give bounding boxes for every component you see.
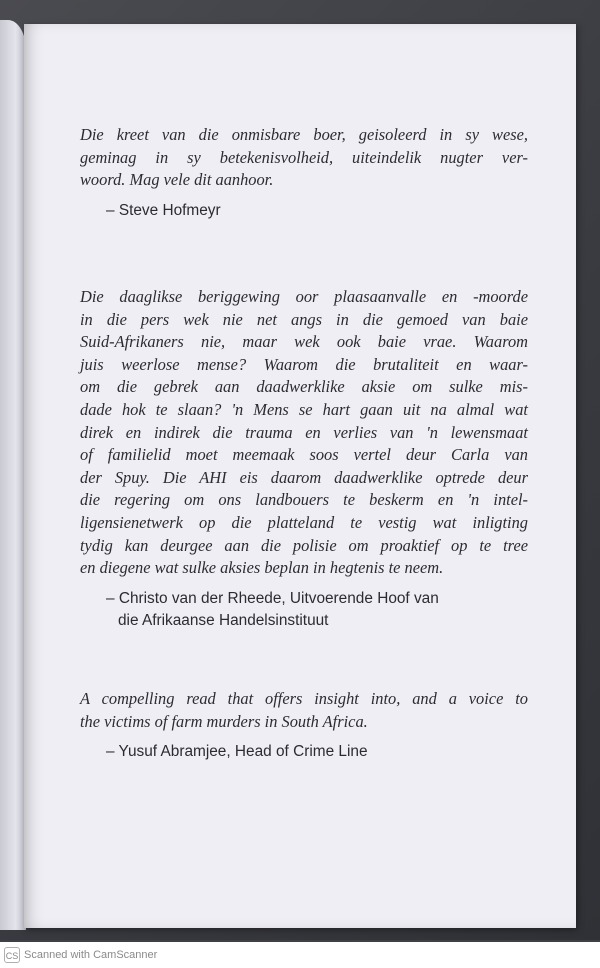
scanner-label: Scanned with CamScanner: [24, 949, 158, 961]
quote-text: [80, 286, 528, 580]
quote-line: A compelling read that offers insight into, and a voice to: [80, 689, 528, 708]
left-page-edge: [0, 20, 26, 930]
quote-line: om die gebrek aan daadwerklike aksie om sulke mis-: [80, 377, 528, 397]
attribution-line: – Steve Hofmeyr: [106, 201, 221, 219]
quote-attribution: [106, 588, 528, 632]
quote-line: direk en indirek die trauma en verlies van 'n lewensmaat: [80, 422, 528, 442]
quote-line: woord. Mag vele dit aanhoor.: [80, 170, 274, 190]
quote-text: [80, 688, 528, 733]
quote-line: der Spuy. Die AHI eis daarom daadwerklike optrede deur: [80, 467, 528, 487]
quote-line: geminag in sy betekenisvolheid, uiteindelik nugter ver-: [80, 147, 528, 167]
attribution-line: die Afrikaanse Handelsinstituut: [118, 611, 329, 629]
book-page: [24, 24, 576, 928]
quote-block-1: [80, 124, 528, 222]
quote-line: dade hok te slaan? 'n Mens se hart gaan uit na almal wat: [80, 399, 528, 419]
quote-line: tydig kan deurgee aan die polisie om proaktief op te tree: [80, 535, 528, 555]
quote-line: Die kreet van die onmisbare boer, geisoleerd in sy wese,: [80, 125, 528, 144]
quote-line: die regering om ons landbouers te beskerm en 'n intel-: [80, 490, 528, 510]
quote-line: Die daaglikse beriggewing oor plaasaanvalle en -moorde: [80, 287, 528, 306]
quote-line: of familielid moet meemaak soos vertel deur Carla van: [80, 445, 528, 465]
quote-attribution: [106, 200, 528, 222]
quote-block-3: [80, 688, 528, 763]
quote-line: the victims of farm murders in South Africa.: [80, 711, 368, 731]
attribution-line: – Christo van der Rheede, Uitvoerende Hoof van: [106, 589, 439, 607]
quote-line: en diegene wat sulke aksies beplan in hegtenis te neem.: [80, 558, 444, 578]
quote-line: in die pers wek nie net angs in die gemoed van baie: [80, 309, 528, 329]
quote-line: Suid-Afrikaners nie, maar wek ook baie vrae. Waarom: [80, 332, 528, 352]
scanner-footer: [0, 942, 600, 968]
camscanner-logo-icon: CS: [4, 947, 20, 963]
quote-block-2: [80, 286, 528, 632]
quote-line: ligensienetwerk op die platteland te vestig wat inligting: [80, 512, 528, 532]
quote-attribution: [106, 741, 528, 763]
quote-text: [80, 124, 528, 192]
quote-line: juis weerlose mense? Waarom die brutaliteit en waar-: [80, 354, 528, 374]
attribution-line: – Yusuf Abramjee, Head of Crime Line: [106, 743, 368, 761]
